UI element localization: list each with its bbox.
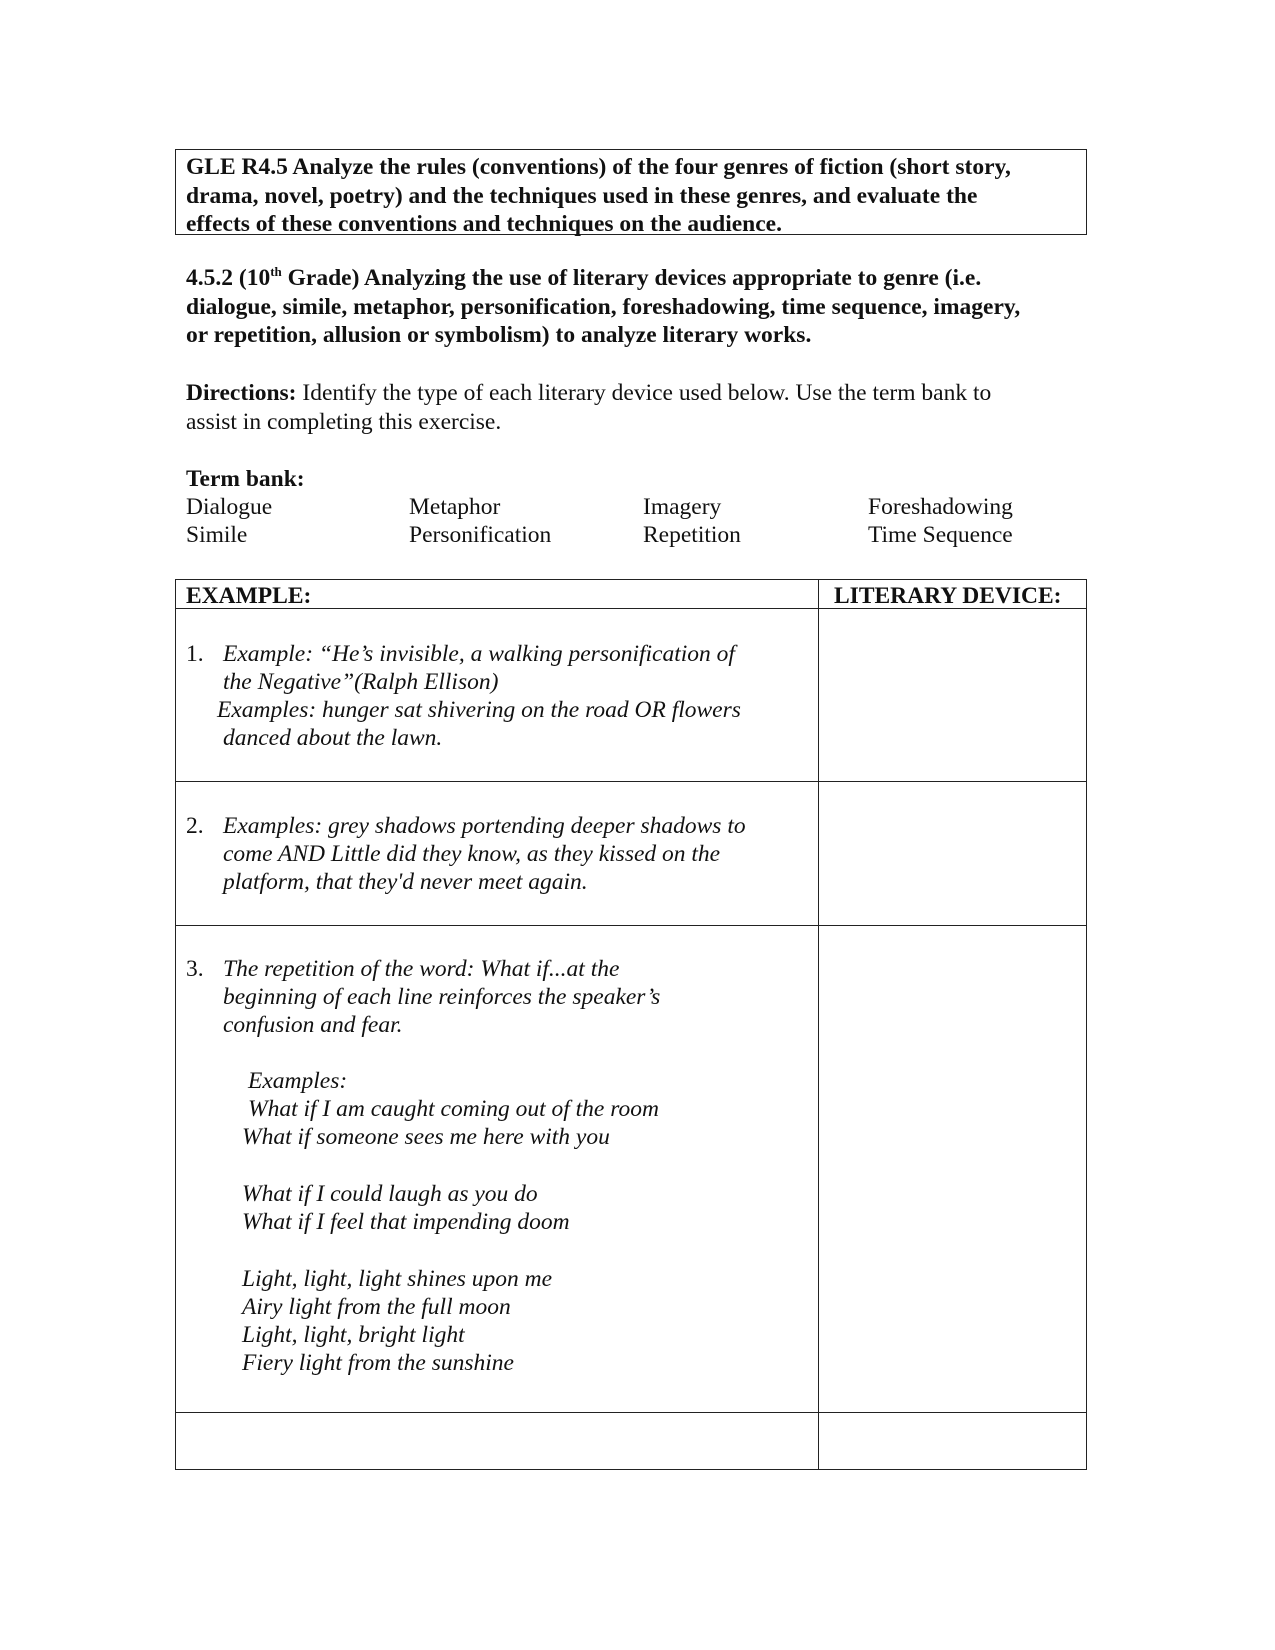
- example-line: Examples:: [248, 1068, 348, 1094]
- example-line: What if I could laugh as you do: [242, 1181, 538, 1207]
- example-line: come AND Little did they know, as they kissed on the: [223, 841, 721, 867]
- term-foreshadowing: Foreshadowing: [868, 494, 1013, 520]
- standard-line: effects of these conventions and techniques on the audience.: [186, 211, 782, 237]
- directions-line: [186, 379, 1086, 408]
- example-line: Examples: hunger sat shivering on the road OR flowers: [217, 697, 741, 723]
- example-line: confusion and fear.: [223, 1012, 403, 1038]
- term-time-sequence: Time Sequence: [868, 522, 1013, 548]
- objective-text: Grade) Analyzing the use of literary devices appropriate to genre (i.e.: [281, 265, 982, 291]
- example-line: Fiery light from the sunshine: [242, 1350, 514, 1376]
- table-row-divider: [175, 1412, 1087, 1413]
- term-bank-heading: Term bank:: [186, 466, 305, 492]
- row-number: 1.: [186, 641, 204, 667]
- example-line: the Negative”(Ralph Ellison): [223, 669, 499, 695]
- directions-line: assist in completing this exercise.: [186, 408, 502, 435]
- objective: [186, 264, 1086, 350]
- standard-line: GLE R4.5 Analyze the rules (conventions) of the four genres of fiction (short story,: [186, 154, 1011, 180]
- column-header-literary-device: LITERARY DEVICE:: [834, 583, 1062, 609]
- term-metaphor: Metaphor: [409, 494, 501, 520]
- directions-label: Directions:: [186, 380, 297, 406]
- example-line: Light, light, light shines upon me: [242, 1266, 553, 1292]
- standard-box: [175, 149, 1087, 235]
- objective-line: dialogue, simile, metaphor, personification, foreshadowing, time sequence, imagery,: [186, 293, 1021, 320]
- row-number: 3.: [186, 956, 204, 982]
- example-line: beginning of each line reinforces the speaker’s: [223, 984, 661, 1010]
- objective-line: [186, 264, 1086, 293]
- row-number: 2.: [186, 813, 204, 839]
- table-column-divider: [818, 579, 819, 1470]
- example-line: platform, that they'd never meet again.: [223, 869, 588, 895]
- objective-line: or repetition, allusion or symbolism) to analyze literary works.: [186, 322, 812, 348]
- table-row-divider: [175, 925, 1087, 926]
- example-line: What if someone sees me here with you: [242, 1124, 610, 1150]
- directions-text: Identify the type of each literary device used below. Use the term bank to: [296, 380, 992, 406]
- term-dialogue: Dialogue: [186, 494, 273, 520]
- term-personification: Personification: [409, 522, 552, 548]
- answer-cell-4[interactable]: [820, 1415, 1085, 1468]
- example-line: What if I feel that impending doom: [242, 1209, 570, 1235]
- answer-cell-2[interactable]: [820, 784, 1085, 923]
- term-imagery: Imagery: [643, 494, 722, 520]
- example-line: The repetition of the word: What if...at the: [223, 956, 620, 982]
- example-line: Examples: grey shadows portending deeper shadows to: [223, 813, 746, 839]
- answer-cell-3[interactable]: [820, 928, 1085, 1410]
- objective-superscript: th: [270, 264, 282, 279]
- example-line: Airy light from the full moon: [242, 1294, 511, 1320]
- example-line: Example: “He’s invisible, a walking personification of: [223, 641, 735, 667]
- answer-cell-1[interactable]: [820, 611, 1085, 779]
- standard-line: drama, novel, poetry) and the techniques used in these genres, and evaluate the: [186, 182, 978, 209]
- term-simile: Simile: [186, 522, 248, 548]
- example-line: danced about the lawn.: [223, 725, 443, 751]
- example-line: What if I am caught coming out of the room: [248, 1096, 659, 1122]
- directions: [186, 379, 1086, 436]
- objective-text: 4.5.2 (10: [186, 265, 271, 291]
- column-header-example: EXAMPLE:: [186, 583, 312, 609]
- term-repetition: Repetition: [643, 522, 741, 548]
- table-row-divider: [175, 781, 1087, 782]
- example-line: Light, light, bright light: [242, 1322, 465, 1348]
